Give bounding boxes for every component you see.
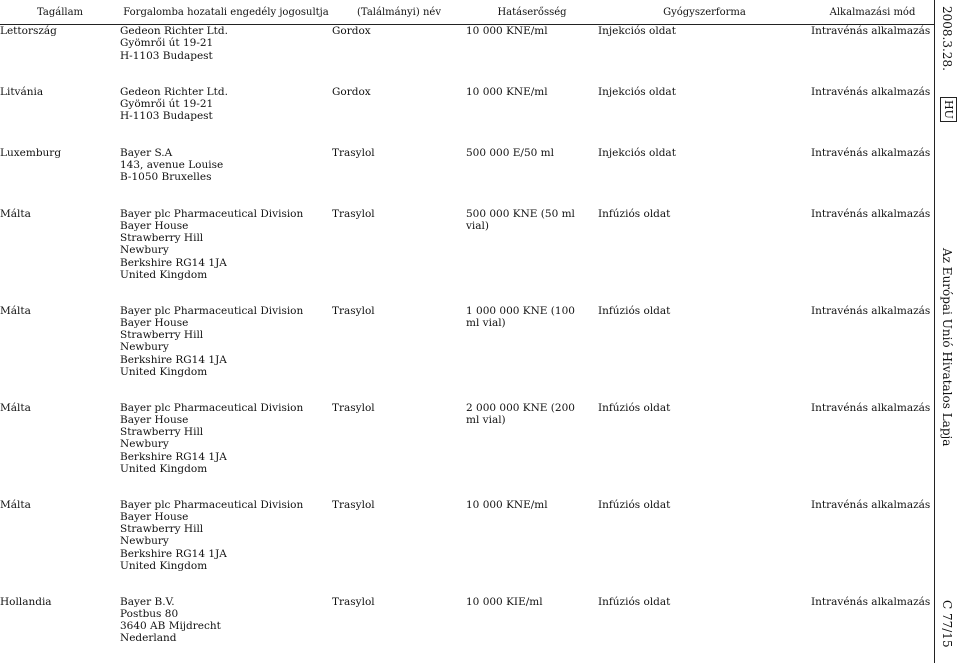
holder-address-line: H-1103 Budapest [120,49,213,62]
holder-address-line: Strawberry Hill [120,523,204,536]
table-row [0,208,934,305]
authorisation-table [0,3,934,656]
form-cell: Injekciós oldat [598,85,676,98]
holder-address-line: Newbury [120,438,169,451]
holder-address-line: Postbus 80 [120,607,179,620]
column-header-form: Gyógyszerforma [598,3,811,25]
product-name-cell: Trasylol [332,304,375,317]
product-name-cell: Gordox [332,85,371,98]
form-cell: Infúziós oldat [598,207,671,220]
holder-address-line: United Kingdom [120,559,208,572]
column-header-strength: Hatáserősség [466,3,598,25]
right-margin [934,0,960,663]
holder-address-line: B-1050 Bruxelles [120,171,212,184]
product-name-cell: Trasylol [332,401,375,414]
publication-date: 2008.3.28. [940,6,954,71]
holder-address-line: Gedeon Richter Ltd. [120,25,228,37]
holder-address-line: Nederland [120,632,177,645]
form-cell: Injekciós oldat [598,146,676,159]
strength-cell: 10 000 KNE/ml [466,25,548,37]
product-name-cell: Trasylol [332,498,375,511]
route-cell: Intravénás alkalmazás [811,146,931,159]
route-cell: Intravénás alkalmazás [811,207,931,220]
holder-address-line: Newbury [120,244,169,257]
table-row [0,86,934,147]
holder-address-line: Bayer House [120,413,189,426]
column-header-member-state: Tagállam [0,3,120,25]
language-badge: HU [940,97,957,122]
holder-address-line: Bayer plc Pharmaceutical Division [120,304,304,317]
holder-cell [120,305,332,402]
form-cell: Infúziós oldat [598,595,671,608]
holder-address-line: United Kingdom [120,365,208,378]
table-row [0,402,934,499]
form-cell: Injekciós oldat [598,25,676,37]
holder-cell [120,147,332,208]
holder-address-line: Bayer plc Pharmaceutical Division [120,401,304,414]
holder-address-line: Bayer S.A [120,146,173,159]
holder-address-line: Bayer House [120,316,189,329]
route-cell: Intravénás alkalmazás [811,85,931,98]
holder-address-line: Gyömrői út 19-21 [120,37,214,50]
member-state-cell: Litvánia [0,85,44,98]
strength-cell: 2 000 000 KNE (200 ml vial) [466,401,575,426]
route-cell: Intravénás alkalmazás [811,498,931,511]
table-row [0,596,934,656]
holder-address-line: Berkshire RG14 1JA [120,353,227,366]
holder-address-line: Newbury [120,535,169,548]
strength-cell: 1 000 000 KNE (100 ml vial) [466,304,575,329]
holder-address-line: Strawberry Hill [120,232,204,245]
column-header-route: Alkalmazási mód [811,3,934,25]
holder-address-line: Strawberry Hill [120,426,204,439]
holder-cell [120,402,332,499]
table-row [0,25,934,86]
holder-address-line: Newbury [120,341,169,354]
journal-title: Az Európai Unió Hivatalos Lapja [940,248,954,447]
route-cell: Intravénás alkalmazás [811,595,931,608]
route-cell: Intravénás alkalmazás [811,304,931,317]
product-name-cell: Gordox [332,25,371,37]
product-name-cell: Trasylol [332,146,375,159]
holder-address-line: 3640 AB Mijdrecht [120,620,221,633]
holder-cell [120,499,332,596]
route-cell: Intravénás alkalmazás [811,25,931,37]
member-state-cell: Luxemburg [0,146,62,159]
route-cell: Intravénás alkalmazás [811,401,931,414]
table-row [0,499,934,596]
holder-address-line: Berkshire RG14 1JA [120,450,227,463]
holder-address-line: Berkshire RG14 1JA [120,256,227,269]
holder-address-line: Berkshire RG14 1JA [120,547,227,560]
holder-address-line: Strawberry Hill [120,329,204,342]
member-state-cell: Lettország [0,25,57,37]
holder-address-line: 143, avenue Louise [120,158,224,171]
column-header-holder: Forgalomba hozatali engedély jogosultja [120,3,332,25]
product-name-cell: Trasylol [332,595,375,608]
form-cell: Infúziós oldat [598,401,671,414]
table-row [0,305,934,402]
holder-address-line: United Kingdom [120,462,208,475]
member-state-cell: Málta [0,498,31,511]
holder-address-line: Gedeon Richter Ltd. [120,85,228,98]
page-number: C 77/15 [940,600,954,648]
holder-address-line: Gyömrői út 19-21 [120,97,214,110]
strength-cell: 10 000 KIE/ml [466,595,543,608]
form-cell: Infúziós oldat [598,498,671,511]
strength-cell: 500 000 KNE (50 ml vial) [466,207,575,232]
member-state-cell: Málta [0,401,31,414]
member-state-cell: Hollandia [0,595,52,608]
holder-cell [120,25,332,86]
strength-cell: 10 000 KNE/ml [466,85,548,98]
member-state-cell: Málta [0,207,31,220]
table-header-row [0,3,934,25]
holder-address-line: United Kingdom [120,268,208,281]
strength-cell: 10 000 KNE/ml [466,498,548,511]
table-row [0,147,934,208]
holder-address-line: H-1103 Budapest [120,110,213,123]
holder-address-line: Bayer plc Pharmaceutical Division [120,207,304,220]
holder-cell [120,596,332,656]
holder-address-line: Bayer House [120,510,189,523]
form-cell: Infúziós oldat [598,304,671,317]
holder-cell [120,86,332,147]
strength-cell: 500 000 E/50 ml [466,146,554,159]
holder-cell [120,208,332,305]
column-header-name: (Találmányi) név [332,3,466,25]
product-name-cell: Trasylol [332,207,375,220]
holder-address-line: Bayer plc Pharmaceutical Division [120,498,304,511]
member-state-cell: Málta [0,304,31,317]
holder-address-line: Bayer House [120,219,189,232]
holder-address-line: Bayer B.V. [120,595,175,608]
